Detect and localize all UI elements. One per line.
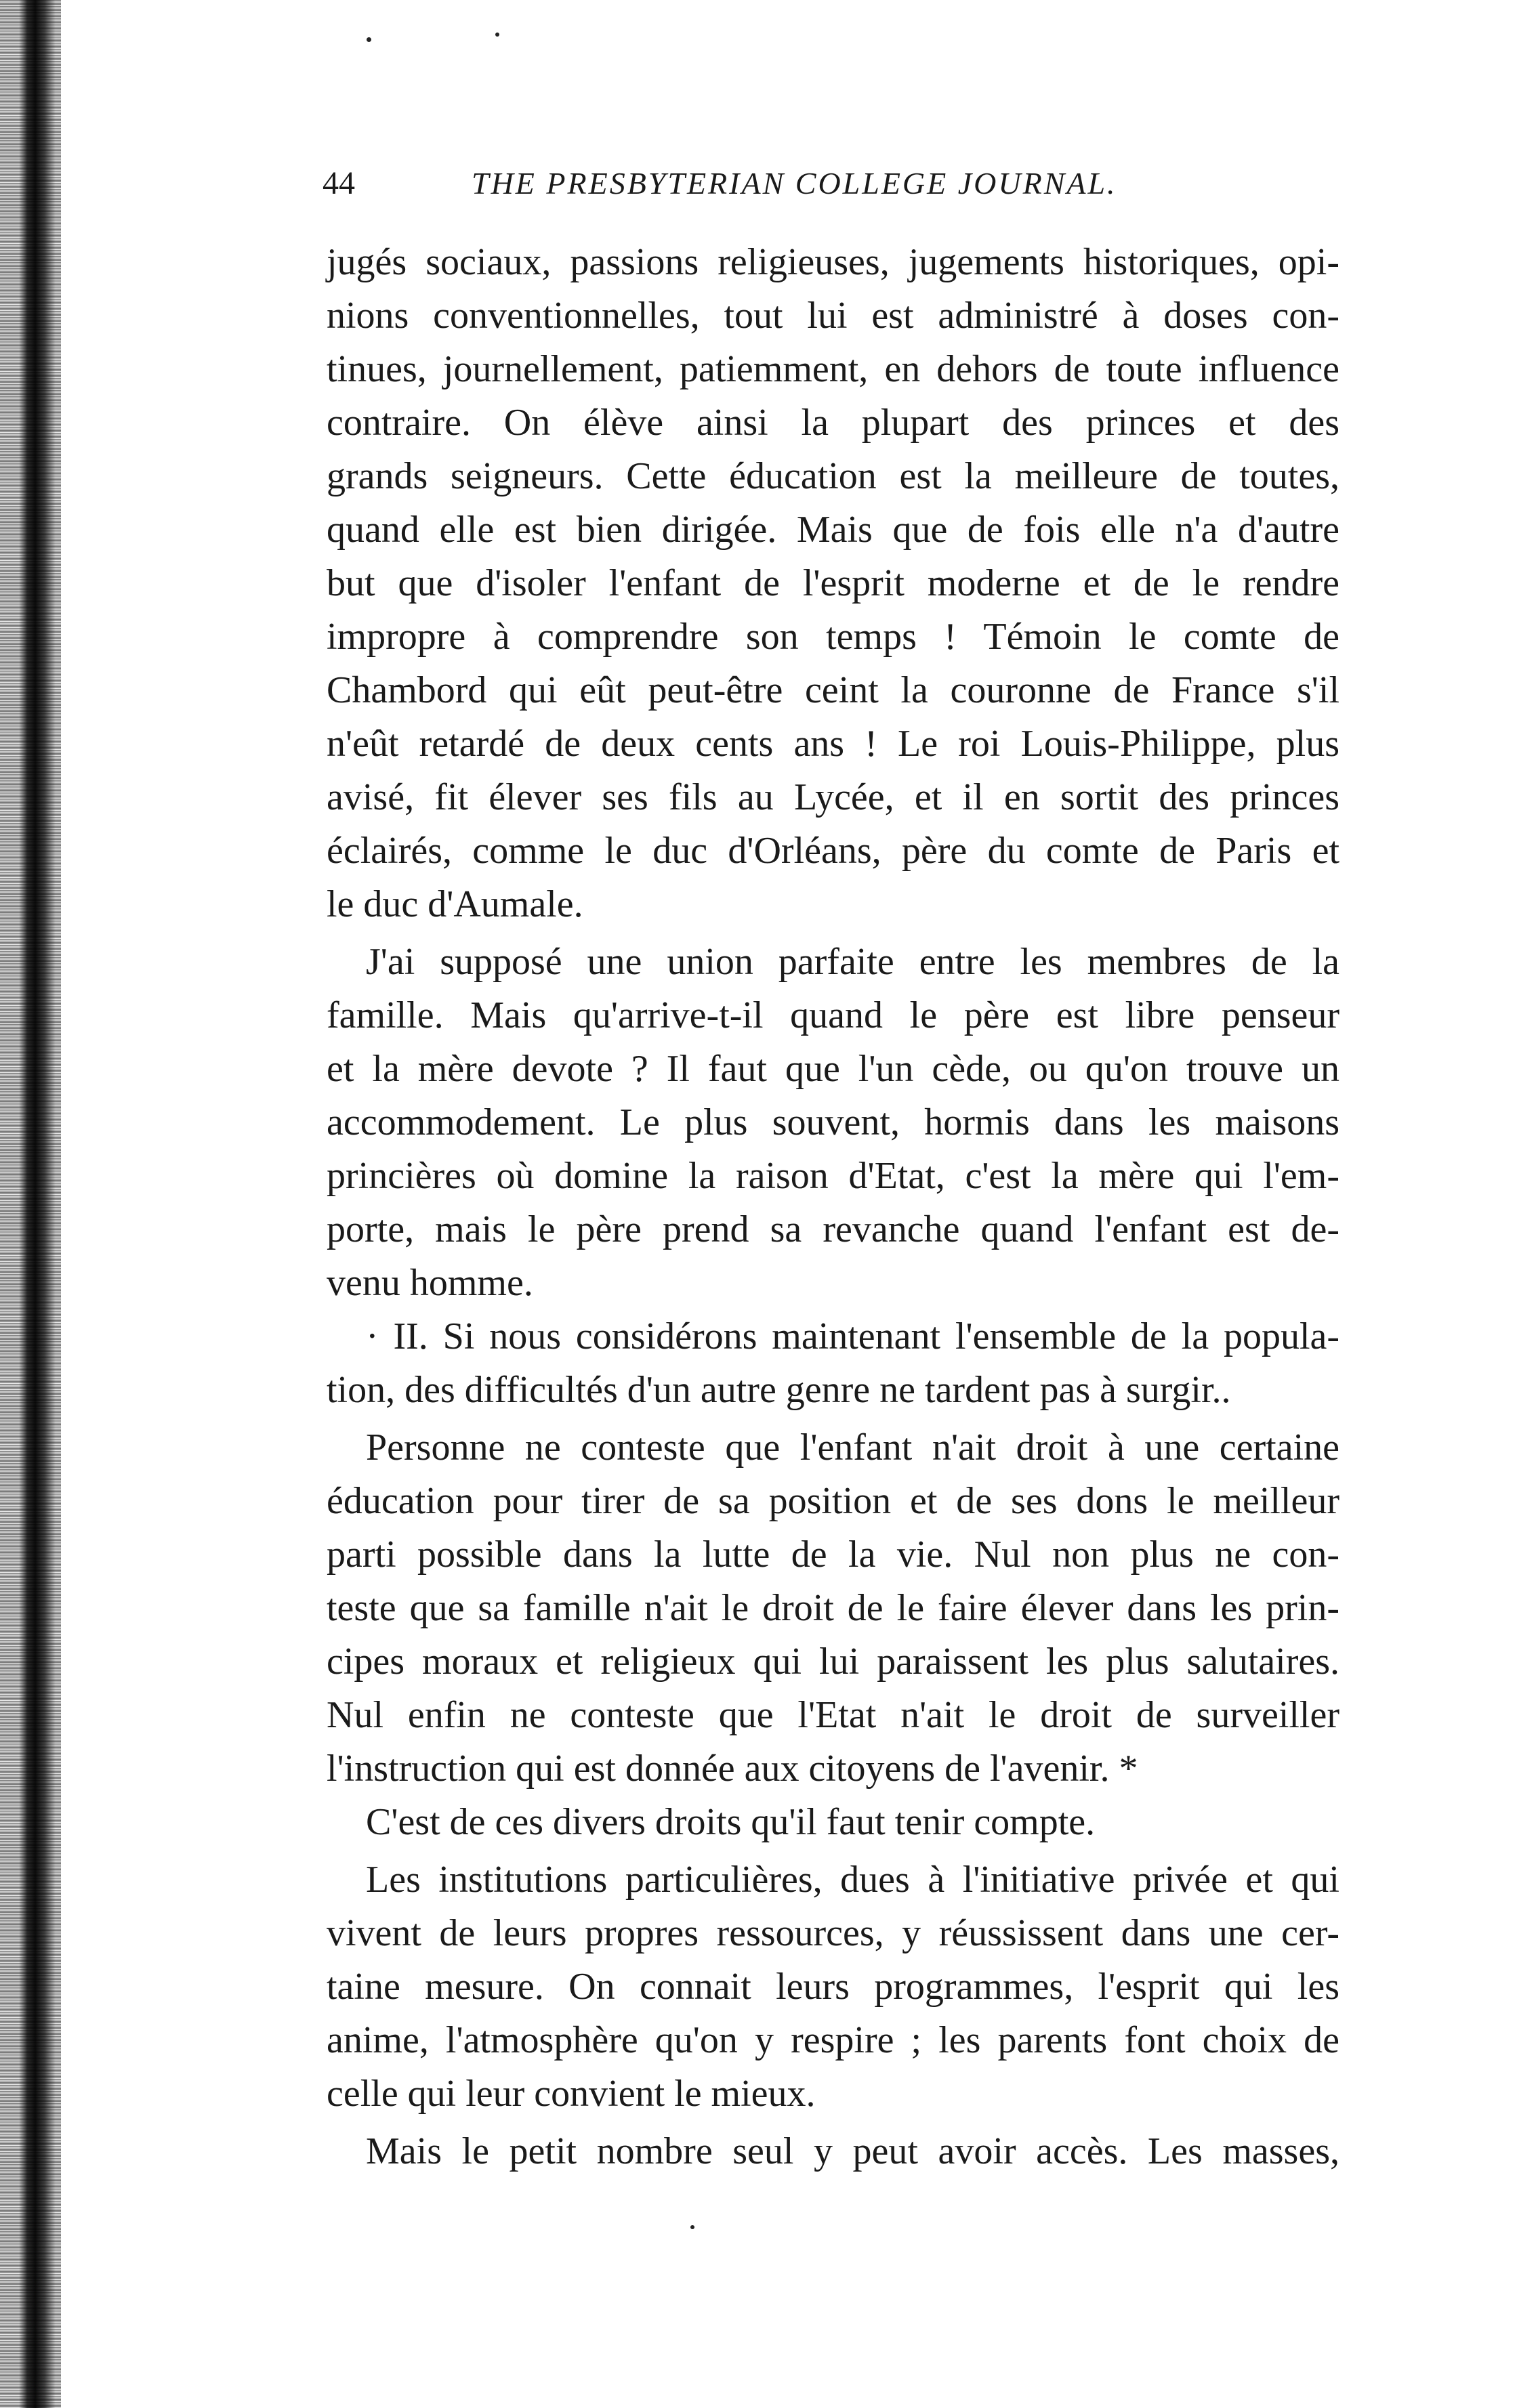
text-line: anime, l'atmosphère qu'on y respire ; les parents font choix de <box>327 2019 1339 2061</box>
text-line: le duc d'Aumale. <box>327 883 583 925</box>
text-line: Mais le petit nombre seul y peut avoir accès. Les masses, <box>366 2130 1339 2172</box>
body-text <box>327 236 1343 2178</box>
text-line: quand elle est bien dirigée. Mais que de fois elle n'a d'autre <box>327 509 1339 551</box>
text-line: teste que sa famille n'ait le droit de le faire élever dans les prin- <box>327 1587 1339 1629</box>
text-line: porte, mais le père prend sa revanche quand l'enfant est de- <box>327 1208 1339 1250</box>
text-line: n'eût retardé de deux cents ans ! Le roi Louis-Philippe, plus <box>327 723 1339 765</box>
text-line: avisé, fit élever ses fils au Lycée, et il en sortit des princes <box>327 776 1339 818</box>
text-line: éducation pour tirer de sa position et de ses dons le meilleur <box>327 1480 1339 1522</box>
text-line: venu homme. <box>327 1262 533 1304</box>
text-line: princières où domine la raison d'Etat, c'est la mère qui l'em- <box>327 1155 1339 1197</box>
page-number: 44 <box>323 165 355 201</box>
text-line: Les institutions particulières, dues à l'initiative privée et qui <box>366 1859 1339 1901</box>
text-line: C'est de ces divers droits qu'il faut tenir compte. <box>366 1801 1096 1843</box>
text-line: contraire. On élève ainsi la plupart des princes et des <box>327 402 1339 444</box>
text-line: l'instruction qui est donnée aux citoyens de l'avenir. * <box>327 1748 1138 1790</box>
ink-speck <box>495 33 499 37</box>
text-line: parti possible dans la lutte de la vie. Nul non plus ne con- <box>327 1534 1339 1576</box>
text-line: taine mesure. On connait leurs programmes, l'esprit qui les <box>327 1966 1339 2008</box>
text-line: · II. Si nous considérons maintenant l'ensemble de la popula- <box>366 1315 1339 1357</box>
text-line: éclairés, comme le duc d'Orléans, père du comte de Paris et <box>327 830 1339 872</box>
page-header <box>323 160 1197 207</box>
text-line: tinues, journellement, patiemment, en dehors de toute influence <box>327 348 1339 390</box>
text-line: accommodement. Le plus souvent, hormis dans les maisons <box>327 1101 1339 1143</box>
text-line: Nul enfin ne conteste que l'Etat n'ait le droit de surveiller <box>327 1694 1339 1736</box>
text-line: nions conventionnelles, tout lui est administré à doses con- <box>327 295 1339 337</box>
text-line: Personne ne conteste que l'enfant n'ait droit à une certaine <box>366 1427 1339 1469</box>
text-line: tion, des difficultés d'un autre genre ne tardent pas à surgir.. <box>327 1369 1231 1411</box>
text-line: famille. Mais qu'arrive-t-il quand le père est libre penseur <box>327 994 1339 1036</box>
running-title: THE PRESBYTERIAN COLLEGE JOURNAL. <box>472 166 1117 200</box>
text-line: jugés sociaux, passions religieuses, jugements historiques, opi- <box>327 241 1339 283</box>
ink-speck <box>367 37 371 42</box>
text-line: vivent de leurs propres ressources, y réussissent dans une cer- <box>327 1912 1339 1954</box>
text-line: cipes moraux et religieux qui lui paraissent les plus salutaires. <box>327 1641 1339 1683</box>
text-line: Chambord qui eût peut-être ceint la couronne de France s'il <box>327 669 1339 711</box>
ink-speck <box>690 2225 694 2229</box>
text-line: impropre à comprendre son temps ! Témoin le comte de <box>327 616 1339 658</box>
binding-edge <box>0 0 61 2408</box>
text-line: celle qui leur convient le mieux. <box>327 2073 816 2115</box>
text-line: grands seigneurs. Cette éducation est la meilleure de toutes, <box>327 455 1339 497</box>
text-line: J'ai supposé une union parfaite entre les membres de la <box>366 941 1339 983</box>
text-line: but que d'isoler l'enfant de l'esprit moderne et de le rendre <box>327 562 1339 604</box>
text-line: et la mère devote ? Il faut que l'un cède, ou qu'on trouve un <box>327 1048 1339 1090</box>
